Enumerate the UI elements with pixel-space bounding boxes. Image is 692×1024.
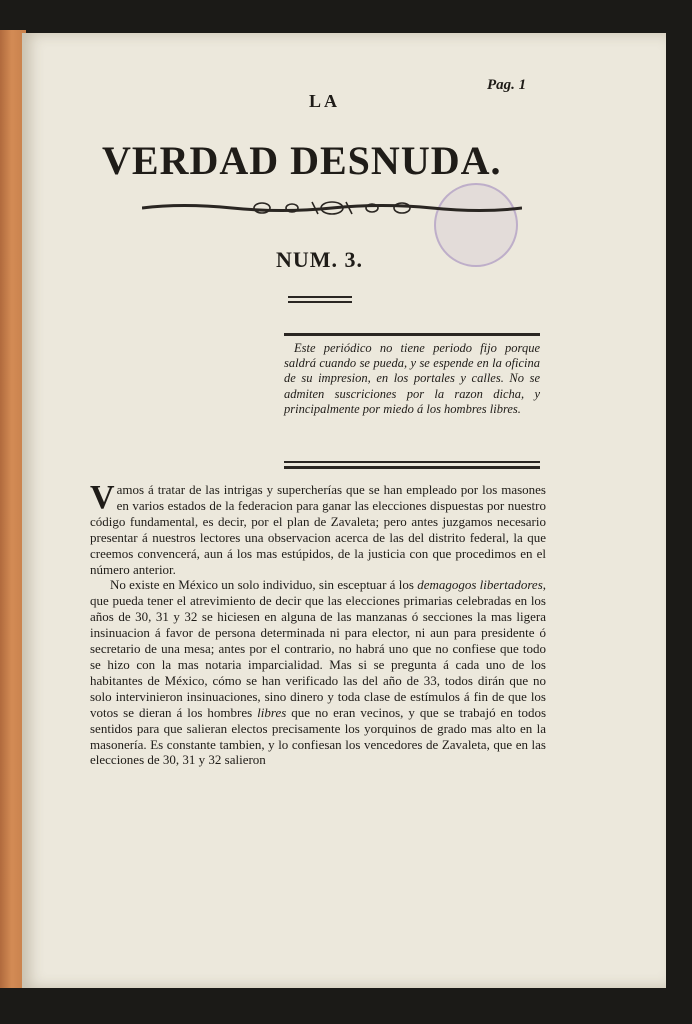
- ornament-rule-icon: [142, 199, 522, 217]
- divider: [288, 301, 352, 303]
- divider: [288, 296, 352, 298]
- issue-number: NUM. 3.: [276, 247, 364, 272]
- library-stamp: [434, 183, 518, 267]
- article-paragraph: No existe en México un solo individuo, sin esceptuar á los demagogos libertadores, que pueda tener el atrevimiento de decir que las elecciones primarias celebradas en los años de 30, 31 y 32 se hiciesen en alguna de las manzanas ó secciones la mas ligera insinuacion á favor de persona determinada ni para elector, ni aun para presidente ó secretario de una mesa; antes por el contrario, no habrá uno que no confiese que todo se hizo con la mas notaria imparcialidad. Mas si se pregunta á cada uno de los habitantes de México, cómo se han verificado las del año de 33, todos dirán que no solo intervinieron insinuaciones, sino dinero y toda clase de estímulos á fin de que los votos se dieran á los hombres libres que no eran vecinos, y que se trabajó en todos sentidos para que salieran electos precisamente los yorquinos de grado mas alto en la masonería. Es constante tambien, y lo confiesan los vencedores de Zavaleta, que en las elecciones de 30, 31 y 32 salieron: [90, 577, 547, 768]
- notice-rule-top: [284, 333, 540, 336]
- article-paragraph: [90, 479, 546, 577]
- publication-notice: Este periódico no tiene periodo fijo porque saldrá cuando se pueda, y se espende en la oficina de su impresion, en los portales y calles. No se admiten suscriciones por la razon dicha, y principalmente por miedo á los hombres libres.: [284, 341, 540, 416]
- article-text: amos á tratar de las intrigas y supercherías que se han empleado por los masones en varios estados de la federacion para ganar las elecciones dispuestas por nuestro código fundamental, es decir, por el plan de Zavaleta; pero antes juzgamos necesario presentar á nuestros lectores una observacion acerca de las del distrito federal, la que creemos convencerá, aun á los mas estúpidos, de la justicia con que procedimos en el número anterior.: [90, 482, 546, 577]
- drop-cap: V: [90, 479, 115, 516]
- masthead-article: LA: [309, 91, 341, 111]
- notice-rule-bottom: [284, 461, 540, 463]
- page-number: Pag. 1: [487, 77, 527, 93]
- notice-rule-bottom: [284, 466, 540, 469]
- article-body: [90, 479, 547, 768]
- newspaper-page: [22, 33, 666, 988]
- masthead-title: VERDAD DESNUDA.: [102, 138, 502, 183]
